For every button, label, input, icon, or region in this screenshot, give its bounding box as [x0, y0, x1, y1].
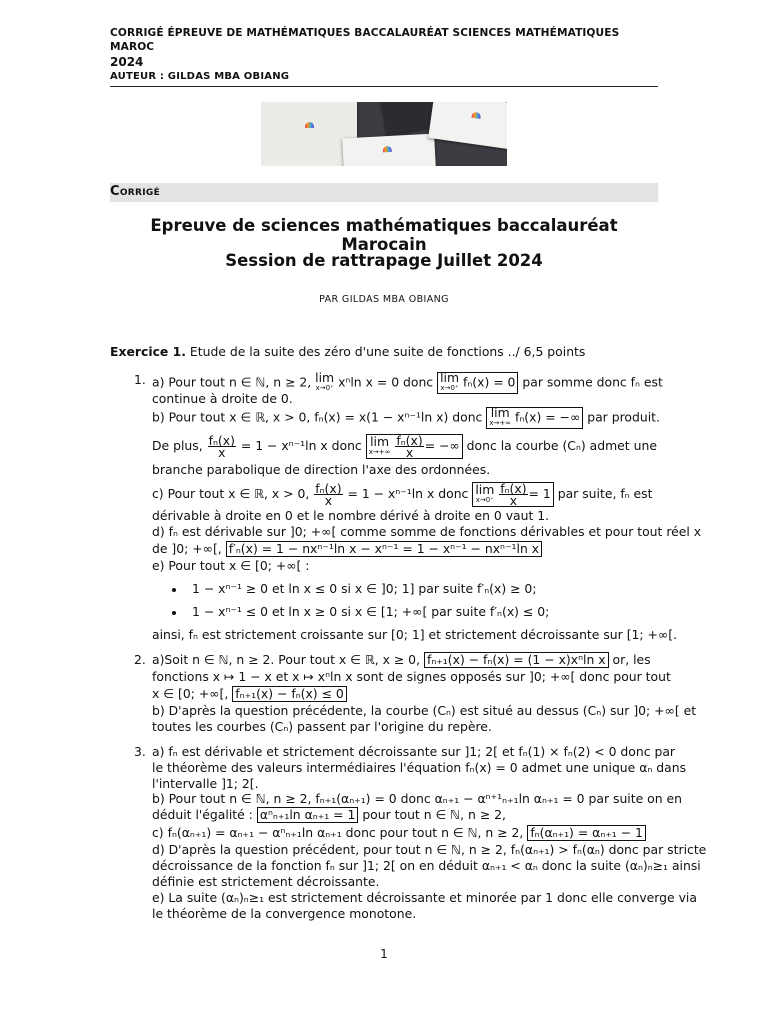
q2-b-cont: toutes les courbes (Cₙ) passent par l'origine du repère.	[152, 719, 492, 734]
q1-e-line-2	[152, 541, 542, 557]
q3-d-line: d) D'après la question précédent, pour tout n ∈ ℕ, n ≥ 2, fₙ(αₙ₊₁) > fₙ(αₙ) donc par stricte	[152, 842, 707, 857]
fraction: $\frac{\text{fₙ(x)}}{x}$	[208, 433, 235, 460]
boxed-result: f′ₙ(x) = 1 − nxⁿ⁻¹ln x − xⁿ⁻¹ = 1 − xⁿ⁻¹ − nxⁿ⁻¹ln x	[226, 541, 542, 557]
exercise-text: Etude de la suite des zéro d'une suite de fonctions ../ 6,5 points	[189, 344, 586, 359]
q1-d-text: c) Pour tout x ∈ ℝ, x > 0,	[152, 486, 310, 501]
page-number: 1	[380, 947, 388, 961]
exercise-heading	[110, 344, 658, 359]
q1-c-line	[152, 434, 657, 459]
header-title: CORRIGÉ ÉPREUVE DE MATHÉMATIQUES BACCALAURÉAT SCIENCES MATHÉMATIQUES MAROC	[110, 27, 620, 53]
q1-a-text: a) Pour tout n ∈ ℕ, n ≥ 2,	[152, 374, 312, 390]
q2-a-text: a)Soit n ∈ ℕ, n ≥ 2. Pour tout x ∈ ℝ, x ≥ 0,	[152, 652, 421, 667]
header-rule	[110, 86, 658, 87]
limit-expression	[315, 370, 335, 393]
boxed-result: fₙ(αₙ₊₁) = αₙ₊₁ − 1	[527, 825, 646, 841]
document-title: Epreuve de sciences mathématiques baccalauréat Marocain	[150, 216, 618, 254]
q1-e-text: de ]0; +∞[,	[152, 541, 222, 556]
q3-d-cont-2: définie est strictement décroissante.	[152, 874, 380, 889]
q1-a-text-3: par somme donc fₙ est	[522, 374, 663, 390]
q1-b-line	[152, 407, 660, 429]
q2-a-text-2: or, les	[612, 652, 651, 667]
limit-subscript: x→0⁺	[315, 384, 334, 392]
boxed-result: lim x→+∞ $\frac{\text{fₙ(x)}}{x}$ = −∞	[366, 434, 463, 459]
q3-b-cont	[152, 807, 506, 823]
q3-a-cont: le théorème des valeurs intermédiaires l'équation fₙ(x) = 0 admet une unique αₙ dans	[152, 760, 687, 775]
header-year: 2024	[110, 55, 144, 69]
q1-a-text-2: xⁿln x = 0 donc	[338, 374, 434, 390]
q3-e-cont: le théorème de la convergence monotone.	[152, 906, 417, 921]
q2-b-line: b) D'après la question précédente, la courbe (Cₙ) est situé au dessus (Cₙ) sur ]0; +∞[ et	[152, 703, 697, 718]
q3-b-text: déduit l'égalité :	[152, 807, 253, 822]
q3-c-line	[152, 825, 646, 841]
q3-d-cont: décroissance de la fonction fₙ sur ]1; 2[ on en déduit αₙ₊₁ < αₙ donc la suite (αₙ)ₙ≥₁ ainsi	[152, 858, 701, 873]
section-heading	[110, 183, 658, 202]
q1-f-line: e) Pour tout x ∈ [0; +∞[ :	[152, 558, 310, 573]
business-cards-photo	[261, 102, 507, 166]
boxed-result: fₙ₊₁(x) − fₙ(x) = (1 − x)xⁿln x	[424, 652, 609, 668]
q3-b-text-3: pour tout n ∈ ℕ, n ≥ 2,	[362, 807, 506, 822]
boxed-result: lim x→0⁺ fₙ(x) = 0	[437, 372, 518, 394]
q3-c-text: c) fₙ(αₙ₊₁) = αₙ₊₁ − αⁿₙ₊₁ln αₙ₊₁ donc pour tout n ∈ ℕ, n ≥ 2,	[152, 825, 524, 840]
q1-d-text-2: = 1 − xⁿ⁻¹ln x donc	[347, 486, 469, 501]
limit-label: lim	[315, 370, 335, 385]
fraction: $\frac{\text{fₙ(x)}}{x}$	[315, 481, 342, 508]
q3-a-line: a) fₙ est dérivable et strictement décroissante sur ]1; 2[ et fₙ(1) × fₙ(2) < 0 donc par	[152, 744, 676, 759]
q2-a-line	[152, 652, 651, 668]
question-number: 3.	[134, 744, 146, 759]
q1-c-text-3: donc la courbe (Cₙ) admet une	[466, 438, 657, 453]
bullet-item: 1 − xⁿ⁻¹ ≤ 0 et ln x ≥ 0 si x ∈ [1; +∞[ par suite f′ₙ(x) ≤ 0;	[192, 604, 550, 619]
boxed-result: fₙ₊₁(x) − fₙ(x) ≤ 0	[232, 686, 347, 702]
bullet-icon	[172, 588, 176, 592]
q1-c-text-2: = 1 − xⁿ⁻¹ln x donc	[240, 438, 362, 453]
running-header	[110, 26, 658, 87]
section-label: Corrigé	[110, 184, 161, 199]
q2-a-cont-2	[152, 686, 347, 702]
bullet-icon	[172, 611, 176, 615]
document-subtitle: Session de rattrapage Juillet 2024	[225, 251, 543, 270]
q1-d-line	[152, 482, 653, 507]
exercise-label: Exercice 1.	[110, 344, 186, 359]
question-number: 2.	[134, 652, 146, 667]
q1-conclusion: ainsi, fₙ est strictement croissante sur [0; 1] et strictement décroissante sur [1; +∞[.	[152, 627, 678, 642]
bullet-item: 1 − xⁿ⁻¹ ≥ 0 et ln x ≤ 0 si x ∈ ]0; 1] par suite f′ₙ(x) ≥ 0;	[192, 581, 537, 596]
q3-a-cont-2: l'intervalle ]1; 2[.	[152, 776, 259, 791]
q1-a-cont: continue à droite de 0.	[152, 391, 293, 406]
q3-b-line: b) Pour tout n ∈ ℕ, n ≥ 2, fₙ₊₁(αₙ₊₁) = 0 donc αₙ₊₁ − αⁿ⁺¹ₙ₊₁ln αₙ₊₁ = 0 par suite on en	[152, 791, 683, 806]
boxed-result: αⁿₙ₊₁ln αₙ₊₁ = 1	[257, 807, 359, 823]
q1-d-cont: dérivable à droite en 0 et le nombre dérivé à droite en 0 vaut 1.	[152, 508, 550, 523]
q1-c-cont: branche parabolique de direction l'axe des ordonnées.	[152, 462, 491, 477]
q2-a-text-4: x ∈ [0; +∞[,	[152, 686, 229, 701]
header-author: AUTEUR : GILDAS MBA OBIANG	[110, 71, 290, 82]
q3-e-line: e) La suite (αₙ)ₙ≥₁ est strictement décroissante et minorée par 1 donc elle converge via	[152, 890, 697, 905]
q1-d-text-3: par suite, fₙ est	[557, 486, 653, 501]
q1-b-text-2: par produit.	[587, 409, 660, 425]
boxed-result: lim x→+∞ fₙ(x) = −∞	[486, 407, 583, 429]
q2-a-cont: fonctions x ↦ 1 − x et x ↦ xⁿln x sont de signes opposés sur ]0; +∞[ donc pour tout	[152, 669, 671, 684]
q1-c-text: De plus,	[152, 438, 203, 453]
card-image	[428, 102, 507, 150]
card-image	[342, 134, 436, 166]
boxed-result: lim x→0⁺ $\frac{\text{fₙ(x)}}{x}$ = 1	[472, 482, 553, 507]
question-number: 1.	[134, 372, 146, 387]
q1-b-text: b) Pour tout x ∈ ℝ, x > 0, fₙ(x) = x(1 − xⁿ⁻¹ln x) donc	[152, 409, 483, 425]
byline: PAR GILDAS MBA OBIANG	[319, 294, 449, 305]
q1-e-line: d) fₙ est dérivable sur ]0; +∞[ comme somme de fonctions dérivables et pour tout réel x	[152, 524, 702, 539]
